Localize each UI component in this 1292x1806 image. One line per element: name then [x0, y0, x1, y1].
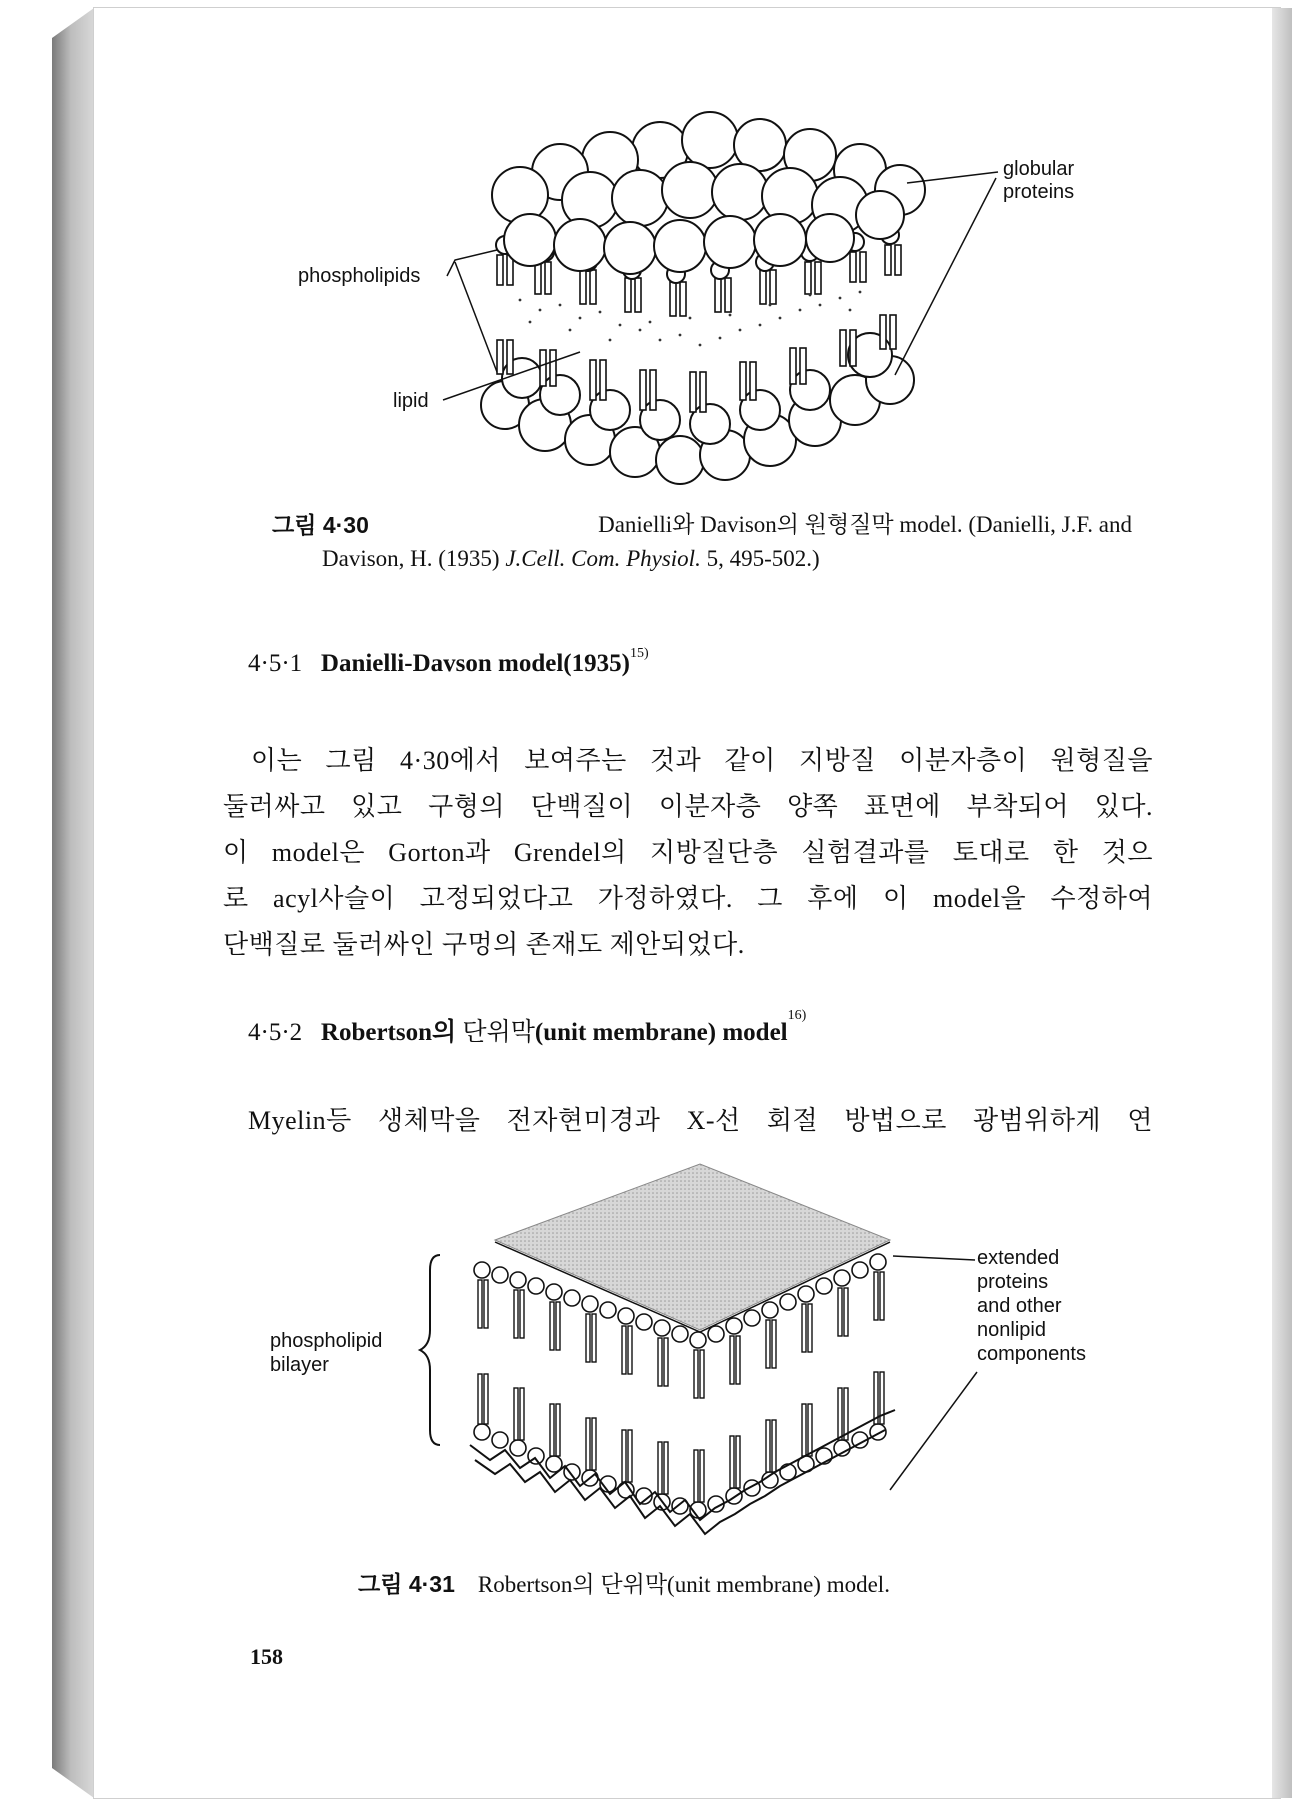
- section2-title-a: Robertson의: [320, 1019, 463, 1046]
- label-nonlipid: nonlipid: [977, 1319, 1046, 1341]
- figure1-caption-line1: Danielli와 Davison의 원형질막 model. (Danielli, J.F. and: [598, 512, 1132, 537]
- section2-title-c: (unit membrane) model: [534, 1019, 788, 1046]
- section2-ref: 16): [787, 1008, 807, 1023]
- figure1-caption-journal: J.Cell. Com. Physiol.: [505, 546, 701, 571]
- section2-number: 4·5·2: [248, 1019, 303, 1046]
- figure2-caption: [358, 1567, 890, 1602]
- figure2-caption-prefix: 그림 4·31: [358, 1571, 455, 1597]
- section1-number: 4·5·1: [248, 650, 303, 677]
- section1-heading: [248, 646, 649, 678]
- section1-line-1: 이는 그림 4·30에서 보여주는 것과 같이 지방질 이분자층이 원형질을: [251, 746, 1153, 775]
- section2-paragraph: [248, 1098, 1153, 1144]
- figure2-caption-text: Robertson의 단위막(unit membrane) model.: [477, 1572, 890, 1597]
- label-proteins: proteins: [1003, 181, 1075, 203]
- figure-danielli-davson-diagram: [0, 0, 1292, 520]
- label-globular: globular: [1003, 158, 1075, 180]
- label-lipid: lipid: [393, 390, 429, 412]
- section1-line-4: 로 acyl사슬이 고정되었다고 가정하였다. 그 후에 이 model을 수정하여: [223, 884, 1153, 913]
- label-and-other: and other: [977, 1295, 1062, 1317]
- label-extended-proteins: proteins: [977, 1271, 1049, 1293]
- label-components: components: [977, 1343, 1086, 1365]
- section1-line-2: 둘러싸고 있고 구형의 단백질이 이분자층 양쪽 표면에 부착되어 있다.: [223, 792, 1153, 821]
- label-phospholipid: phospholipid: [270, 1330, 383, 1352]
- page-number: 158: [250, 1644, 283, 1669]
- figure-unit-membrane-diagram: [0, 1160, 1292, 1580]
- label-bilayer: bilayer: [270, 1354, 329, 1376]
- section2-heading: [248, 1008, 807, 1048]
- section2-title-b: 단위막: [462, 1019, 535, 1046]
- label-phospholipids: phospholipids: [298, 265, 421, 287]
- section1-paragraph: [223, 738, 1153, 968]
- section1-title: Danielli-Davson model(1935): [320, 650, 630, 677]
- figure1-caption: [272, 508, 1132, 576]
- figure1-caption-line2a: Davison, H. (1935): [322, 546, 506, 571]
- figure1-caption-prefix: 그림 4·30: [272, 512, 369, 538]
- section1-line-5: 단백질로 둘러싸인 구멍의 존재도 제안되었다.: [223, 930, 745, 959]
- figure1-caption-line2b: 5, 495-502.): [700, 546, 820, 571]
- label-extended: extended: [977, 1247, 1060, 1269]
- section1-line-3: 이 model은 Gorton과 Grendel의 지방질단층 실험결과를 토대로 한 것으: [223, 838, 1153, 867]
- section2-line-1: Myelin등 생체막을 전자현미경과 X-선 회절 방법으로 광범위하게 연: [248, 1106, 1153, 1135]
- section1-ref: 15): [629, 646, 649, 661]
